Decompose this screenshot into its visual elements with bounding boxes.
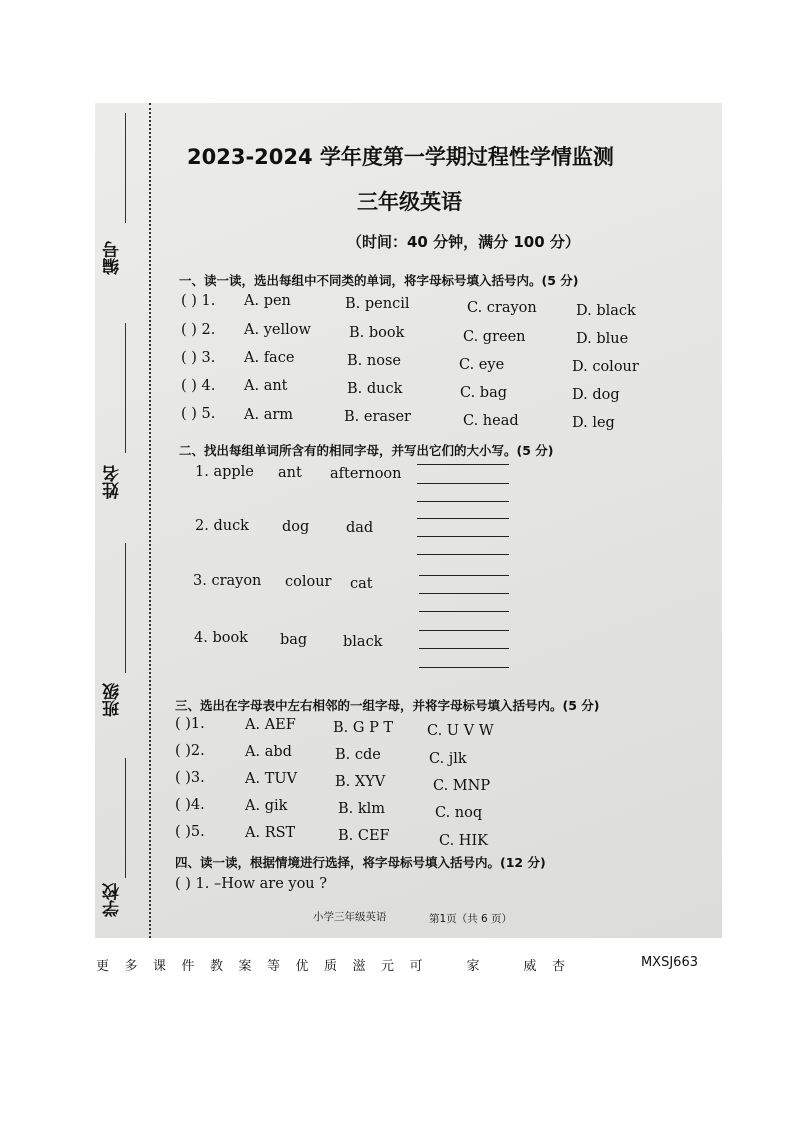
watermark-char: 元 xyxy=(381,959,395,974)
s1-q2-d: D. blue xyxy=(576,331,629,347)
answer-line[interactable] xyxy=(419,611,509,612)
scanned-exam-page xyxy=(95,103,722,938)
answer-line[interactable] xyxy=(417,483,509,484)
s3-q2-a: A. abd xyxy=(245,744,292,760)
footer-subject: 小学三年级英语 xyxy=(313,911,387,923)
s2-g3-word3: cat xyxy=(350,576,373,592)
s1-q1-a: A. pen xyxy=(244,293,291,309)
s2-g3-word1: 3. crayon xyxy=(193,573,262,589)
s2-g1-word2: ant xyxy=(278,465,302,481)
s2-g4-word1: 4. book xyxy=(194,630,248,646)
watermark-char: 案 xyxy=(238,959,252,974)
watermark-char: 威 xyxy=(523,959,537,974)
watermark-char: 多 xyxy=(124,959,138,974)
s2-g1-word1: 1. apple xyxy=(195,464,254,480)
answer-line[interactable] xyxy=(419,648,509,649)
s1-q5-c: C. head xyxy=(463,413,519,429)
s2-g4-word2: bag xyxy=(280,632,308,648)
s1-q2-c: C. green xyxy=(463,329,526,345)
exam-time-info: （时间：40 分钟，满分 100 分） xyxy=(347,233,580,251)
s1-q3-c: C. eye xyxy=(459,357,505,373)
answer-line[interactable] xyxy=(419,630,509,631)
s1-q4-number: ( ) 4. xyxy=(181,378,216,394)
answer-line[interactable] xyxy=(419,575,509,576)
s3-q3-a: A. TUV xyxy=(245,771,298,787)
s2-g2-word2: dog xyxy=(282,519,310,535)
s1-q1-d: D. black xyxy=(576,303,636,319)
side-label-name: 姓名 xyxy=(103,465,123,499)
watermark-char: 优 xyxy=(295,959,309,974)
s3-q5-b: B. CEF xyxy=(338,828,390,844)
name-write-line xyxy=(125,323,126,453)
watermark-char: 课 xyxy=(153,959,167,974)
s3-q2-b: B. cde xyxy=(335,747,381,763)
section1-heading: 一、读一读，选出每组中不同类的单词，将字母标号填入括号内。(5 分) xyxy=(179,273,579,288)
s3-q4-c: C. noq xyxy=(435,805,483,821)
s3-q1-c: C. U V W xyxy=(427,723,494,739)
watermark-chars xyxy=(96,955,581,974)
side-label-school: 学校 xyxy=(103,883,123,917)
number-write-line xyxy=(125,113,126,223)
answer-line[interactable] xyxy=(417,536,509,537)
s1-q4-c: C. bag xyxy=(460,385,508,401)
watermark-char: 等 xyxy=(267,959,281,974)
answer-line[interactable] xyxy=(417,464,509,465)
section4-heading: 四、读一读，根据情境进行选择，将字母标号填入括号内。(12 分) xyxy=(175,855,546,870)
watermark-char: 更 xyxy=(96,959,110,974)
s3-q3-c: C. MNP xyxy=(433,778,491,794)
section2-heading: 二、找出每组单词所含有的相同字母，并写出它们的大小写。(5 分) xyxy=(179,443,554,458)
watermark-code: MXSJ663 xyxy=(640,955,698,970)
s3-q3-number: ( )3. xyxy=(175,770,205,786)
side-label-number: 编号 xyxy=(103,241,123,275)
school-write-line xyxy=(125,758,126,878)
watermark-char: 教 xyxy=(210,959,224,974)
s3-q2-c: C. jlk xyxy=(429,751,467,767)
watermark-char: 件 xyxy=(181,959,195,974)
side-label-class: 班级 xyxy=(103,683,123,717)
s3-q1-number: ( )1. xyxy=(175,716,205,732)
s1-q2-a: A. yellow xyxy=(244,322,311,338)
s2-g2-word3: dad xyxy=(346,520,374,536)
s3-q5-a: A. RST xyxy=(245,825,296,841)
s3-q4-a: A. gik xyxy=(245,798,288,814)
s1-q3-b: B. nose xyxy=(347,353,401,369)
exam-subject: 三年级英语 xyxy=(357,190,462,214)
class-write-line xyxy=(125,543,126,673)
s2-g4-word3: black xyxy=(343,634,383,650)
s3-q1-a: A. AEF xyxy=(245,717,296,733)
answer-line[interactable] xyxy=(419,593,509,594)
footer-page-number: 第1页（共 6 页） xyxy=(429,913,513,925)
s1-q3-d: D. colour xyxy=(572,359,639,375)
answer-line[interactable] xyxy=(419,667,509,668)
s1-q3-number: ( ) 3. xyxy=(181,350,216,366)
s3-q5-number: ( )5. xyxy=(175,824,205,840)
answer-line[interactable] xyxy=(417,501,509,502)
s3-q3-b: B. XYV xyxy=(335,774,386,790)
watermark-char: 杏 xyxy=(552,959,566,974)
s1-q1-number: ( ) 1. xyxy=(181,293,216,309)
watermark-char: 滋 xyxy=(352,959,366,974)
watermark-char: 可 xyxy=(409,959,423,974)
binding-dotted-line xyxy=(149,103,151,938)
exam-title: 2023-2024 学年度第一学期过程性学情监测 xyxy=(187,145,614,169)
s1-q2-b: B. book xyxy=(349,325,405,341)
s3-q1-b: B. G P T xyxy=(333,720,394,736)
s3-q2-number: ( )2. xyxy=(175,743,205,759)
answer-line[interactable] xyxy=(417,554,509,555)
watermark-char: 家 xyxy=(466,959,480,974)
s2-g2-word1: 2. duck xyxy=(195,518,249,534)
s2-g3-word2: colour xyxy=(285,574,332,590)
s3-q4-number: ( )4. xyxy=(175,797,205,813)
s1-q5-a: A. arm xyxy=(244,407,294,423)
s1-q5-b: B. eraser xyxy=(344,409,411,425)
s1-q1-c: C. crayon xyxy=(467,300,537,316)
s4-q1: ( ) 1. –How are you ? xyxy=(175,876,328,892)
s1-q5-number: ( ) 5. xyxy=(181,406,216,422)
s1-q4-a: A. ant xyxy=(244,378,288,394)
watermark-char: 质 xyxy=(324,959,338,974)
s1-q1-b: B. pencil xyxy=(345,296,410,312)
bottom-watermark-line xyxy=(96,955,698,975)
s1-q3-a: A. face xyxy=(244,350,295,366)
section3-heading: 三、选出在字母表中左右相邻的一组字母，并将字母标号填入括号内。(5 分) xyxy=(175,698,600,713)
s1-q2-number: ( ) 2. xyxy=(181,322,216,338)
s1-q4-b: B. duck xyxy=(347,381,403,397)
s2-g1-word3: afternoon xyxy=(330,466,402,482)
s1-q4-d: D. dog xyxy=(572,387,620,403)
s3-q4-b: B. klm xyxy=(338,801,386,817)
answer-line[interactable] xyxy=(417,518,509,519)
s1-q5-d: D. leg xyxy=(572,415,615,431)
s3-q5-c: C. HIK xyxy=(439,833,489,849)
